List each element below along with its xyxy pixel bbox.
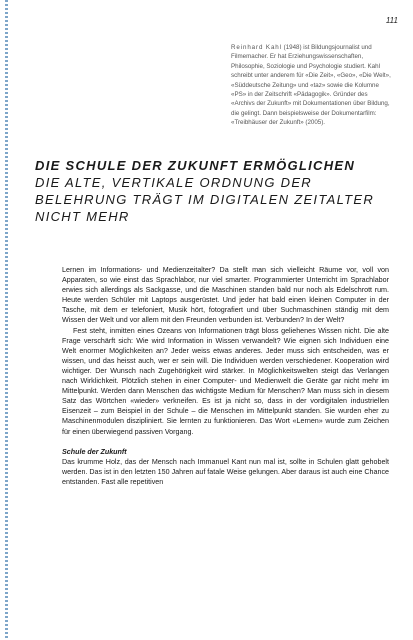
paragraph-3: Das krumme Holz, das der Mensch nach Immanuel Kant nun mal ist, sollte in Schulen glatt gehobelt werden. Das ist in den letzten 150 Jahren auf fatale Weise gelungen. Aber daraus ist auch eine Chance entstanden. Fast alle repetitiven — [62, 457, 389, 486]
article-headline — [35, 157, 375, 225]
page-number: 111 — [385, 16, 398, 25]
article-subtitle: DIE ALTE, VERTIKALE ORDNUNG DER BELEHRUNG TRÄGT IM DIGITALEN ZEITALTER NICHT MEHR — [35, 175, 375, 224]
section-subheading: Schule der Zukunft — [62, 447, 127, 456]
article-title: DIE SCHULE DER ZUKUNFT ERMÖGLICHEN — [35, 158, 356, 173]
article-body — [62, 265, 389, 487]
paragraph-1: Lernen im Informations- und Medienzeitalter? Da stellt man sich vielleicht Räume vor, voll von Apparaten, so wie einst das Sprachlabor, nur viel smarter. Programmierter Unterricht im Sprachlabor erwies sich allerdings als Sackgasse, und die Maschinen standen bald nur noch als Edelschrott rum. Heute werden Schüler mit Laptops ausgerüstet. Und jeder hat bald einen kleinen Computer in der Tasche, mit dem er telefoniert, Musik hört, fotografiert und über Suchmaschinen ständig mit dem Wissen der Welt und vor allem mit den Freunden verbunden ist. Verbunden? In der Welt? — [62, 266, 389, 325]
page-edge-decoration — [5, 0, 8, 640]
author-bio — [231, 43, 391, 128]
author-name: Reinhard Kahl — [231, 44, 282, 51]
paragraph-2: Fest steht, inmitten eines Ozeans von Informationen trägt bloss geliehenes Wissen nicht. Die alte Frage verschärft sich: Wie wird Information in Wissen verwandelt? Wie eignen sich Individuen eine Welt enormer Möglichkeiten an? Jeder weiss etwas anderes. Jeder muss sich entscheiden, was er wissen, und das heisst auch, wer er sein will. Die Individuen werden verschiedener. Kooperation wird wichtiger. Der Wunsch nach Zugehörigkeit wird stärker. In Möglichkeitswelten steigt das Verlangen nach Wirklichkeit. Plötzlich stehen in einer Computer- und Medienwelt die Geräte gar nicht mehr im Mittelpunkt. Werden dann Menschen das wichtigste Medium für Menschen? Man muss sich in diesem Satz das Wörtchen «wieder» verkneifen. Es ist ja nicht so, dass in der vordigitalen industriellen Eisenzeit – zum Beispiel in der Schule – die Menschen im Mittelpunkt standen. Sie wurden eher zu Maschinenmodulen diszipliniert. Sie lernten zu funktionieren. Das Wort «Lernen» wurde zum Zeichen für einen überwiegend passiven Vorgang. — [62, 326, 389, 436]
author-bio-text: (1948) ist Bildungsjournalist und Filmemacher. Er hat Erziehungswissenschaften, Philosophie, Soziologie und Psychologie studiert. Kahl schreibt unter anderem für «Die Zeit», «Geo», «Die Welt», «Süddeutsche Zeitung» und «taz» sowie die Kolumne «PS» in der Zeitschrift «Pädagogik». Gründer des «Archivs der Zukunft» mit Dokumentationen über Bildung, die gelingt. Dann beispielsweise der Dokumentarfilm: «Treibhäuser der Zukunft» (2005). — [231, 44, 391, 127]
